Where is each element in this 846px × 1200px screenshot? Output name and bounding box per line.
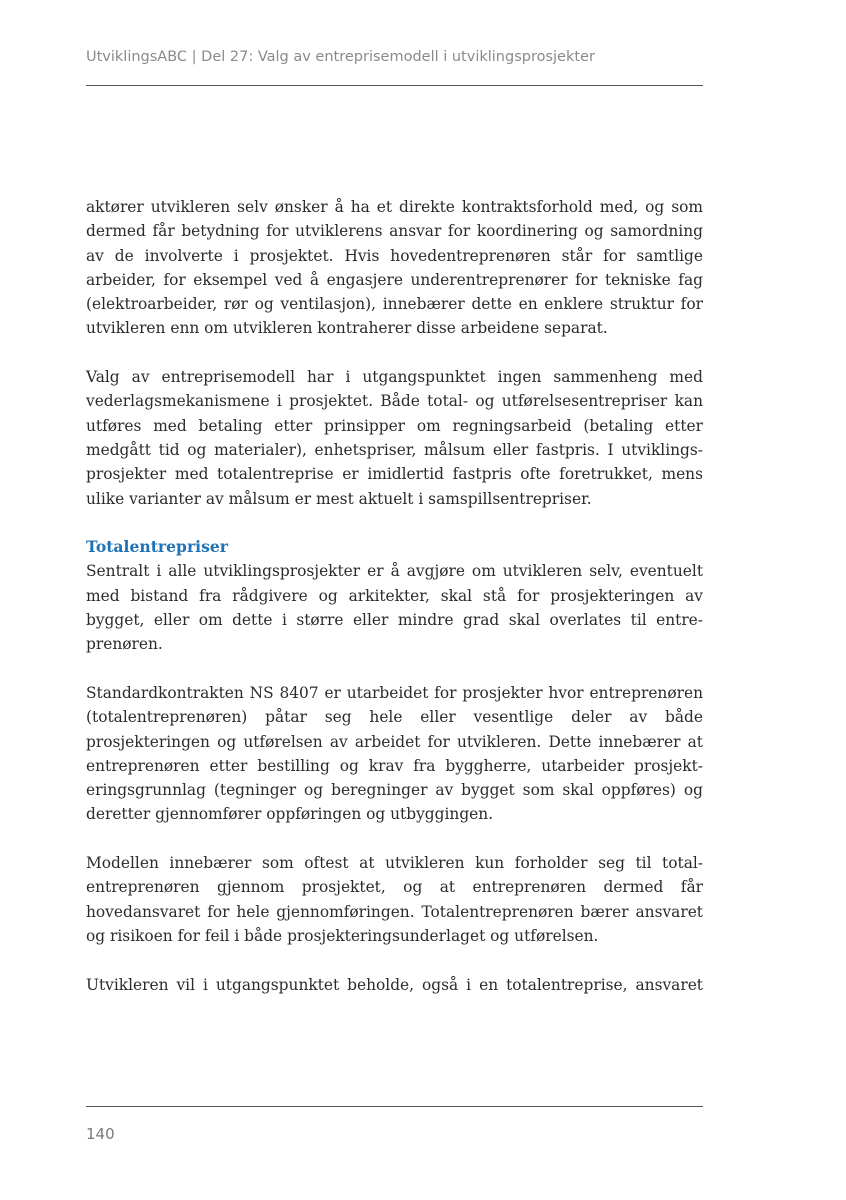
header-divider	[86, 85, 703, 86]
body-paragraph-2: Valg av entreprisemodell har i utgangspunktet ingen sammenheng med vederlagsmekanismene i prosjektet. Både total- og utførelsesentrepriser kan utføres med betaling etter prinsipper om regningsarbeid (betaling etter medgått tid og materialer), enhetspriser, målsum eller fastpris. I utviklingsprosjekter med totalentreprise er imidlertid fastpris ofte foretrukket, mens ulike varianter av målsum er mest aktuelt i samspillsentrepriser.	[86, 368, 703, 508]
section-paragraph-3: Modellen innebærer som oftest at utvikleren kun forholder seg til totalentreprenøren gjennom prosjektet, og at entreprenøren dermed får hovedansvaret for hele gjennomføringen. Totalentreprenøren bærer ansvaret og risikoen for feil i både prosjekteringsunderlaget og utførelsen.	[86, 854, 703, 945]
section-heading: Totalentrepriser	[86, 537, 229, 557]
section-paragraph-1: Sentralt i alle utviklingsprosjekter er å avgjøre om utvikleren selv, eventuelt med bistand fra rådgivere og arkitekter, skal stå for prosjekteringen av bygget, eller om dette i større eller mindre grad skal overlates til entreprenøren.	[86, 562, 703, 654]
main-text-column	[86, 195, 703, 997]
body-paragraph-1: aktører utvikleren selv ønsker å ha et direkte kontraktsforhold med, og som dermed får betydning for utviklerens ansvar for koordinering og samordning av de involverte i prosjektet. Hvis hovedentreprenøren står for samtlige arbeider, for eksempel ved å engasjere underentreprenører for tekniske fag (elektroarbeider, rør og ventilasjon), innebærer dette en enklere struktur for utvikleren enn om utvikleren kontraherer disse arbeidene separat.	[86, 198, 703, 338]
running-header: UtviklingsABC | Del 27: Valg av entreprisemodell i utviklingsprosjekter	[86, 49, 595, 65]
section-paragraph-4: Utvikleren vil i utgangspunktet beholde, også i en totalentreprise, ansvaret	[86, 975, 703, 994]
section-paragraph-2: Standardkontrakten NS 8407 er utarbeidet for prosjekter hvor entreprenøren (totalentreprenøren) påtar seg hele eller vesentlige deler av både prosjekteringen og utførelsen av arbeidet for utvikleren. Dette innebærer at entreprenøren etter bestilling og krav fra byggherre, utarbeider prosjekteringsgrunnlag (tegninger og beregninger av bygget som skal oppføres) og deretter gjennomfører oppføringen og utbyggingen.	[86, 683, 703, 824]
footer-divider	[86, 1106, 703, 1107]
page-number: 140	[86, 1125, 115, 1143]
